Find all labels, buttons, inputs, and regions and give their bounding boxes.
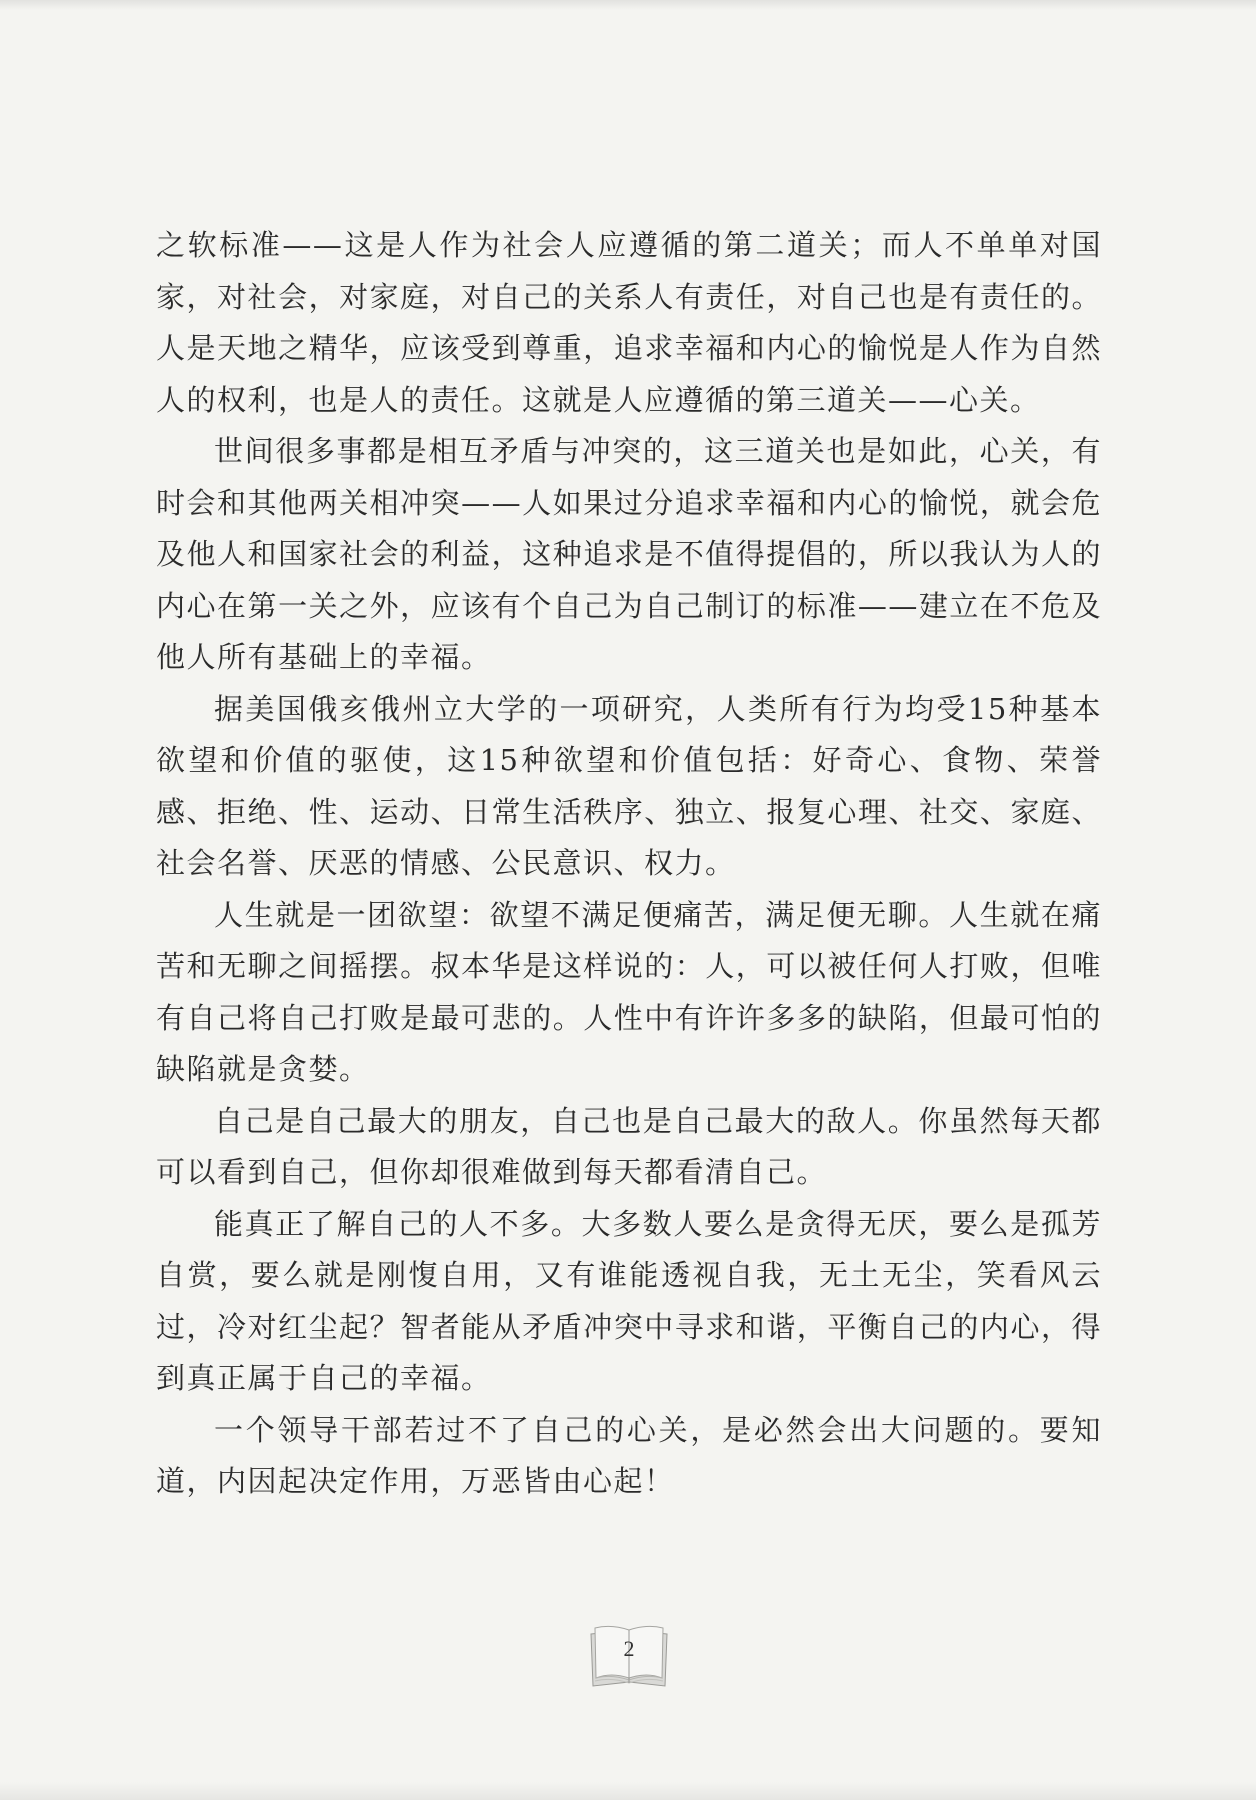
paragraph: 世间很多事都是相互矛盾与冲突的，这三道关也是如此，心关，有时会和其他两关相冲突——人如果过分追求幸福和内心的愉悦，就会危及他人和国家社会的利益，这种追求是不值得提倡的，所以我认为人的内心在第一关之外，应该有个自己为自己制订的标准——建立在不危及他人所有基础上的幸福。: [156, 434, 1102, 674]
page-number-badge: [587, 1620, 671, 1690]
page-number: 2: [623, 1636, 635, 1661]
paragraph: 自己是自己最大的朋友，自己也是自己最大的敌人。你虽然每天都可以看到自己，但你却很难做到每天都看清自己。: [156, 1103, 1102, 1189]
paragraph-continuation: 之软标准——这是人作为社会人应遵循的第二道关；而人不单单对国家，对社会，对家庭，对自己的关系人有责任，对自己也是有责任的。人是天地之精华，应该受到尊重，追求幸福和内心的愉悦是人作为自然人的权利，也是人的责任。这就是人应遵循的第三道关——心关。: [156, 228, 1102, 417]
paragraph: 据美国俄亥俄州立大学的一项研究，人类所有行为均受15种基本欲望和价值的驱使，这15种欲望和价值包括：好奇心、食物、荣誉感、拒绝、性、运动、日常生活秩序、独立、报复心理、社交、家庭、社会名誉、厌恶的情感、公民意识、权力。: [156, 691, 1102, 880]
paragraph: 人生就是一团欲望：欲望不满足便痛苦，满足便无聊。人生就在痛苦和无聊之间摇摆。叔本华是这样说的：人，可以被任何人打败，但唯有自己将自己打败是最可悲的。人性中有许许多多的缺陷，但最可怕的缺陷就是贪婪。: [156, 897, 1102, 1086]
page-top-edge: [0, 0, 1256, 10]
paragraph: 能真正了解自己的人不多。大多数人要么是贪得无厌，要么是孤芳自赏，要么就是刚愎自用，又有谁能透视自我，无土无尘，笑看风云过，冷对红尘起？智者能从矛盾冲突中寻求和谐，平衡自己的内心，得到真正属于自己的幸福。: [156, 1206, 1102, 1395]
page-bottom-edge: [0, 1782, 1256, 1800]
paragraph: 一个领导干部若过不了自己的心关，是必然会出大问题的。要知道，内因起决定作用，万恶皆由心起！: [156, 1412, 1102, 1498]
body-text: [156, 220, 1102, 1508]
